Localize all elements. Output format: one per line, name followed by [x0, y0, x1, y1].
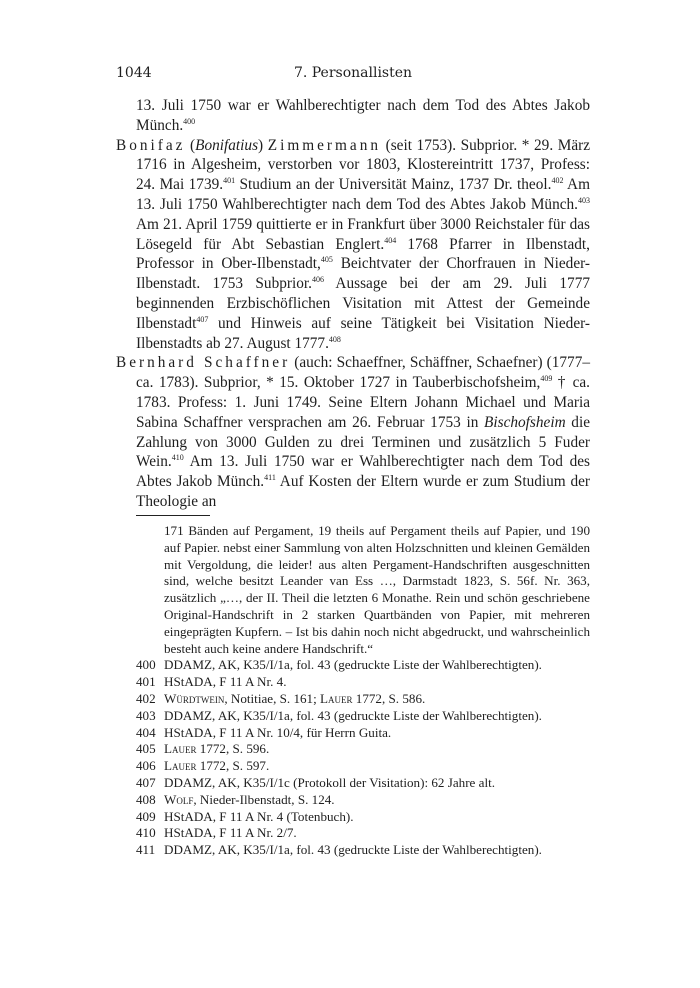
running-title: 7. Personallisten	[293, 65, 413, 81]
footnote-405: 405 Lauer 1772, S. 596.	[136, 741, 270, 757]
footnote-ref: 407	[196, 314, 209, 324]
footnote-text: DDAMZ, AK, K35/I/1a, fol. 43 (gedruckte Liste der Wahlberechtigten).	[164, 657, 542, 673]
page-header	[116, 62, 590, 84]
footnote-divider	[136, 515, 210, 516]
footnote-ref: 400	[183, 116, 196, 126]
footnote-text: DDAMZ, AK, K35/I/1a, fol. 43 (gedruckte Liste der Wahlberechtigten).	[164, 707, 542, 723]
page-number: 1044	[116, 65, 152, 81]
footnote-408: 408 Wolf, Nieder-Ilbenstadt, S. 124.	[136, 791, 335, 807]
footnote-ref: 409	[540, 374, 553, 384]
footnote-ref: 402	[551, 176, 564, 186]
footnote-text: DDAMZ, AK, K35/I/1c (Protokoll der Visitation): 62 Jahre alt.	[164, 774, 495, 790]
footnote-text: HStADA, F 11 A Nr. 4.	[164, 674, 287, 690]
footnote-ref: 410	[171, 453, 184, 463]
footnote-number: 408	[136, 791, 156, 807]
footnote-number: 411	[136, 842, 156, 858]
entry-bernhard-schaffner: Bernhard Schaffner (auch: Schaeffner, Schäffner, Schaefner) (1777–ca. 1783). Subprior, * 15. Oktober 1727 in Tauberbischofsheim,$^{409}$ † ca. 1783. Profess: 1. Juni 1749. Seine Eltern Johann Michael und Maria Sabina Schaffner versprachen am 26. Februar 1753 in Bischofsheim die Zahlung von 3000 Gulden zu drei Terminen und zusätzlich 5 Fuder Wein.$^{410}$ Am 13. Juli 1750 war er Wahlberechtigter nach dem Tod des Abtes Jakob Münch.$^{411}$ Auf Kosten der Eltern wurde er zum Studium der Theologie an	[116, 354, 590, 510]
footnote-407	[136, 775, 590, 792]
person-name: Bonifaz	[116, 136, 186, 154]
footnote-number: 403	[136, 707, 156, 723]
person-name: Bernhard Schaffner	[116, 354, 291, 372]
entry-continuation: 13. Juli 1750 war er Wahlberechtigter nach dem Tod des Abtes Jakob Münch.$^{400}$	[136, 97, 590, 134]
place-name: Bischofsheim	[484, 413, 566, 431]
person-name-alt: Bonifatius	[195, 136, 259, 154]
footnote-number: 404	[136, 724, 156, 740]
footnote-409	[136, 809, 590, 826]
footnote-number: 400	[136, 657, 156, 673]
footnote-text: HStADA, F 11 A Nr. 2/7.	[164, 825, 297, 841]
footnote-number: 407	[136, 774, 156, 790]
main-text	[116, 96, 590, 512]
author-name: Lauer	[164, 741, 197, 757]
footnote-text: DDAMZ, AK, K35/I/1a, fol. 43 (gedruckte Liste der Wahlberechtigten).	[164, 842, 542, 858]
footnote-404	[136, 725, 590, 742]
footnotes	[136, 523, 590, 859]
footnote-ref: 405	[320, 255, 333, 265]
footnote-text: HStADA, F 11 A Nr. 4 (Totenbuch).	[164, 808, 354, 824]
footnote-400	[136, 657, 590, 674]
entry-bonifaz-zimmermann: Bonifaz (Bonifatius) Zimmermann (seit 1753). Subprior. * 29. März 1716 in Algesheim, verstorben vor 1803, Klostereintritt 1737, Profess: 24. Mai 1739.$^{401}$ Studium an der Universität Mainz, 1737 Dr. theol.$^{402}$ Am 13. Juli 1750 Wahlberechtigter nach dem Tod des Abtes Jakob Münch.$^{403}$ Am 21. April 1759 quittierte er in Frankfurt über 3000 Reichstaler für das Lösegeld für Abt Sebastian Englert.$^{404}$ 1768 Pfarrer in Ilbenstadt, Professor in Ober-Ilbenstadt,$^{405}$ Beichtvater der Chorfrauen in Nieder-Ilbenstadt. 1753 Subprior.$^{406}$ Aussage bei der am 29. Juli 1777 beginnenden Erzbischöflichen Visitation mit Attest der Gemeinde Ilbenstadt$^{407}$ und Hinweis auf seine Tätigkeit bei Visitation Nieder-Ilbenstadts ab 27. August 1777.$^{408}$	[116, 136, 591, 352]
footnote-number: 410	[136, 825, 156, 841]
footnote-number: 402	[136, 690, 156, 706]
footnote-number: 409	[136, 808, 156, 824]
author-name: Lauer	[164, 758, 197, 774]
footnote-403	[136, 708, 590, 725]
author-name: Wolf	[164, 791, 194, 807]
footnote-number: 401	[136, 674, 156, 690]
footnote-401	[136, 674, 590, 691]
footnote-ref: 411	[264, 473, 276, 483]
footnote-ref: 401	[223, 176, 236, 186]
footnote-text: HStADA, F 11 A Nr. 10/4, für Herrn Guita.	[164, 724, 392, 740]
footnote-ref: 403	[578, 195, 590, 205]
person-surname: Zimmermann	[267, 136, 381, 154]
footnote-ref: 408	[328, 334, 341, 344]
footnote-number: 405	[136, 741, 156, 757]
footnote-410	[136, 825, 590, 842]
footnote-ref: 406	[311, 275, 324, 285]
footnote-402: 402 Würdtwein, Notitiae, S. 161; Lauer 1772, S. 586.	[136, 690, 426, 706]
footnote-ref: 404	[384, 235, 397, 245]
footnote-continuation: 171 Bänden auf Pergament, 19 theils auf Pergament theils auf Papier, und 190 auf Papier. nebst einer Sammlung von alten Holzschnitten und kleinen Gemälden mit Vergoldung, die leider! aus alten Pergament-Handschriften ausgeschnitten sind, welche besitzt Leander van Ess …, Darmstadt 1823, S. 56f. Nr. 363, zusätzlich „…, der II. Theil die letzten 6 Monathe. Rein und schön geschriebene Original-Handschrift in 2 starken Quartbänden von Papier, mit mehreren eingeprägten Kupfern. – Ist bis dahin noch nicht abgedruckt, und wahrscheinlich besteht auch keine andere Handschrift.“	[164, 523, 590, 656]
author-name: Lauer	[320, 690, 353, 706]
footnote-number: 406	[136, 758, 156, 774]
author-name: Würdtwein	[164, 690, 225, 706]
footnote-406: 406 Lauer 1772, S. 597.	[136, 758, 270, 774]
footnote-411	[136, 842, 590, 859]
